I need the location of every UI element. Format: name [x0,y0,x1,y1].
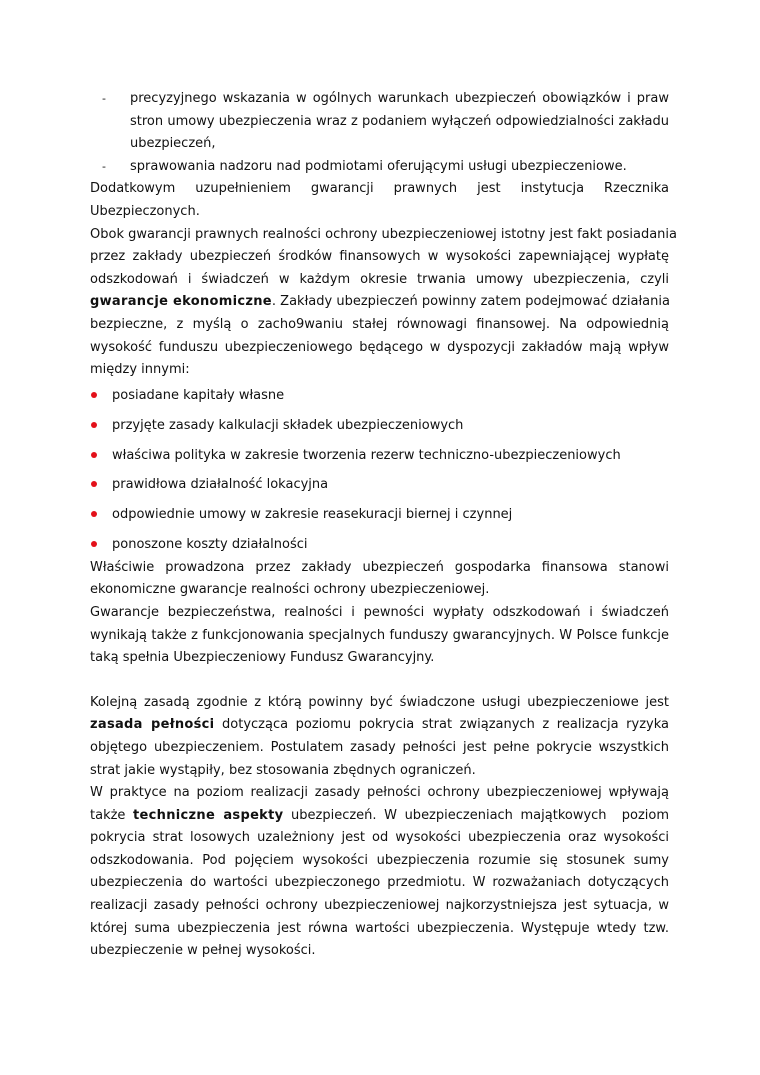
bullet-dot-icon [91,422,97,428]
bold-term: techniczne aspekty [133,807,284,823]
paragraph-line: taką spełnia Ubezpieczeniowy Fundusz Gwarancyjny. [90,650,435,666]
bullet-dot-icon [91,511,97,517]
dash-item-text: precyzyjnego wskazania w ogólnych warunkach ubezpieczeń obowiązków i praw [130,91,669,106]
paragraph-line: Gwarancje bezpieczeństwa, realności i pewności wypłaty odszkodowań i świadczeń [90,604,669,620]
dash-list-item [90,156,669,179]
paragraph-gwarancje [90,224,677,382]
paragraph-line: objętego ubezpieczeniem. Postulatem zasady pełności jest pełne pokrycie wszystkich [90,739,669,755]
paragraph-fundusz [90,602,669,670]
paragraph-line: Kolejną zasadą zgodnie z którą powinny być świadczone usługi ubezpieczeniowe jest [90,694,669,710]
paragraph-line: Ubezpieczonych. [90,203,200,219]
paragraph-line: pokrycia strat losowych uzależniony jest od wysokości ubezpieczenia oraz wysokości [90,830,669,846]
bullet-item: właściwa polityka w zakresie tworzenia rezerw techniczno-ubezpieczeniowych [90,445,669,475]
paragraph-line: realizacji zasady pełności ochrony ubezpieczeniowej najkorzystniejsza jest sytuacja, w [90,898,669,914]
paragraph-line: W praktyce na poziom realizacji zasady pełności ochrony ubezpieczeniowej wpływają [90,785,669,801]
paragraph-line: zasada pełności dotycząca poziomu pokrycia strat związanych z realizacja ryzyka [90,717,669,733]
paragraph-line: ekonomiczne gwarancje realności ochrony ubezpieczeniowej. [90,582,490,598]
paragraph-line: wysokość funduszu ubezpieczeniowego będącego w dyspozycji zakładów mają wpływ [90,339,669,355]
bullet-item: ponoszone koszty działalności [90,534,669,557]
paragraph-line: której suma ubezpieczenia jest równa wartości ubezpieczenia. Występuje wtedy tzw. [90,920,669,936]
bullet-item: posiadane kapitały własne [90,385,669,415]
paragraph-rzecznik [90,178,669,223]
paragraph-line: także techniczne aspekty ubezpieczeń. W ubezpieczeniach majątkowych poziom [90,807,669,823]
paragraph-line: Obok gwarancji prawnych realności ochrony ubezpieczeniowej istotny jest fakt posiadania [90,226,677,242]
bullet-dot-icon [91,452,97,458]
paragraph-gap [90,670,669,692]
paragraph-line: przez zakłady ubezpieczeń środków finansowych w wysokości zapewniającej wypłatę [90,249,669,265]
paragraph-line: wynikają także z funkcjonowania specjalnych funduszy gwarancyjnych. W Polsce funkcje [90,627,669,643]
paragraph-line: ubezpieczenie w pełnej wysokości. [90,943,316,959]
paragraph-line: między innymi: [90,362,190,378]
paragraph-gospodarka [90,557,669,602]
dash-list-item [90,88,669,111]
paragraph-line: ubezpieczenia do wartości ubezpieczonego przedmiotu. W rozważaniach dotyczących [90,875,669,891]
paragraph-line: Dodatkowym uzupełnieniem gwarancji prawnych jest instytucja Rzecznika [90,181,669,197]
paragraph-line: Właściwie prowadzona przez zakłady ubezpieczeń gospodarka finansowa stanowi [90,559,669,575]
paragraph-pelnosc [90,692,669,782]
dash-item-continuation: ubezpieczeń, [130,136,216,152]
bullet-item: odpowiednie umowy w zakresie reasekuracji biernej i czynnej [90,504,669,534]
bullet-item: prawidłowa działalność lokacyjna [90,474,669,504]
paragraph-line: gwarancje ekonomiczne. Zakłady ubezpieczeń powinny zatem podejmować działania [90,294,670,310]
paragraph-line: bezpieczne, z myślą o zacho9waniu stałej równowagi finansowej. Na odpowiednią [90,316,669,332]
dash-item-continuation: stron umowy ubezpieczenia wraz z podaniem wyłączeń odpowiedzialności zakładu [130,113,669,129]
bullet-dot-icon [91,481,97,487]
dash-list [90,88,669,178]
paragraph-line: strat jakie wystąpiły, bez stosowania zbędnych ograniczeń. [90,762,476,778]
paragraph-line: odszkodowań i świadczeń w każdym okresie trwania umowy ubezpieczenia, czyli [90,271,669,287]
paragraph-line: odszkodowania. Pod pojęciem wysokości ubezpieczenia rozumie się stosunek sumy [90,852,669,868]
dash-item-text: sprawowania nadzoru nad podmiotami oferującymi usługi ubezpieczeniowe. [130,158,627,174]
bullet-item: przyjęte zasady kalkulacji składek ubezpieczeniowych [90,415,669,445]
bullet-dot-icon [91,392,97,398]
bullet-dot-icon [91,541,97,547]
bold-term: gwarancje ekonomiczne [90,294,272,310]
paragraph-techniczne [90,782,669,963]
bold-term: zasada pełności [90,717,215,733]
bullet-list [90,385,669,557]
dash-marker: - [102,92,106,105]
document-page [90,88,677,963]
dash-marker: - [102,159,106,173]
